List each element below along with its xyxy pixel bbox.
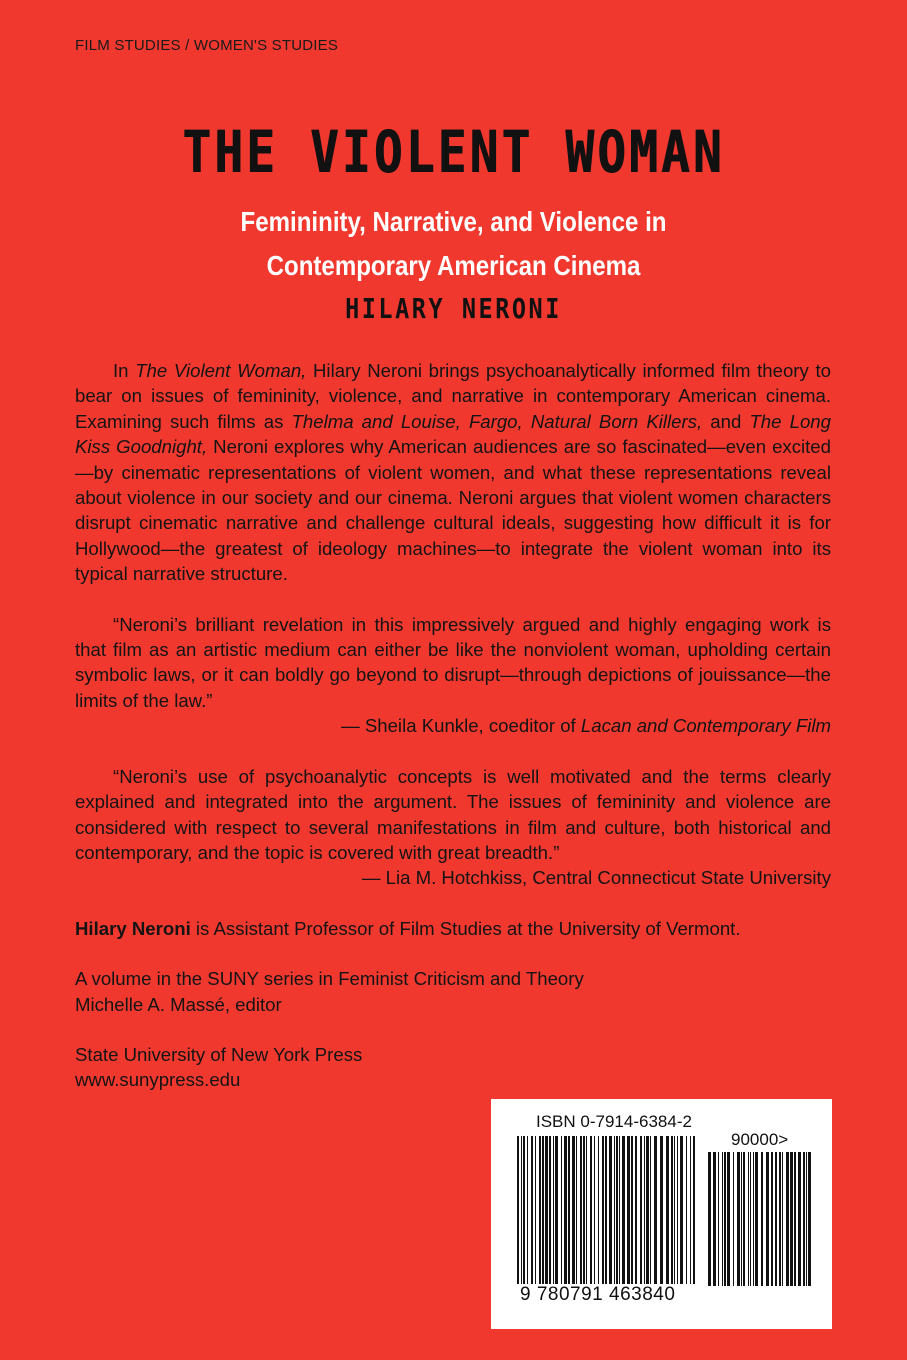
- price-barcode-icon: [708, 1152, 812, 1290]
- ean-digits: 9 780791 463840: [520, 1284, 676, 1305]
- category-label: FILM STUDIES / WOMEN'S STUDIES: [75, 37, 339, 54]
- author-bio-name: Hilary Neroni: [75, 917, 191, 939]
- book-subtitle: [63, 200, 843, 288]
- description-film-ref: The Long Kiss Goodnight,: [75, 410, 831, 458]
- quote-1-attribution: [75, 713, 831, 738]
- subtitle-line-2: Contemporary American Cinema: [266, 250, 641, 281]
- book-author: HILARY NERONI: [345, 292, 562, 325]
- quote-2-attribution: — Lia M. Hotchkiss, Central Connecticut State University: [361, 867, 831, 889]
- back-cover-text: [75, 358, 831, 1093]
- author-bio-text: is Assistant Professor of Film Studies at the University of Vermont.: [190, 917, 741, 939]
- description-films-ref: Thelma and Louise, Fargo, Natural Born Killers,: [291, 410, 703, 432]
- publisher-name: State University of New York Press: [75, 1043, 363, 1065]
- description-text: and: [702, 410, 750, 432]
- description-paragraph: [75, 358, 831, 587]
- isbn-label: ISBN 0-7914-6384-2: [536, 1112, 692, 1131]
- series-info-line-1: A volume in the SUNY series in Feminist Criticism and Theory: [75, 968, 584, 990]
- price-code-label: 90000>: [731, 1130, 789, 1149]
- quote-1-text: “Neroni’s brilliant revelation in this impressively argued and highly engaging work is that film as an artistic medium can either be like the nonviolent woman, upholding certain symbolic laws, or it can boldly go beyond to disrupt—through depictions of jouissance—the limits of the law.”: [75, 613, 831, 711]
- attribution-work: Lacan and Contemporary Film: [580, 715, 831, 737]
- description-title-ref: The Violent Woman,: [135, 360, 307, 381]
- description-text: In: [113, 360, 136, 381]
- publisher-url: www.sunypress.edu: [75, 1069, 241, 1091]
- attribution-text: — Sheila Kunkle, coeditor of: [341, 715, 581, 737]
- description-text: Neroni explores why American audiences are so fascinated—even excited—by cinematic representations of violent women, and what these representations reveal about violence in our society and our cinema. Neroni argues that violent women characters disrupt cinematic narrative and challenge cultural ideals, suggesting how difficult it is for Hollywood—the greatest of ideology machines—to integrate the violent woman into its typical narrative structure.: [75, 436, 831, 585]
- description-text: Hilary Neroni brings psychoanalytically informed film theory to bear on issues of femininity, violence, and narrative in contemporary American cinema. Examining such films as: [75, 360, 831, 432]
- subtitle-line-1: Femininity, Narrative, and Violence in: [240, 206, 667, 237]
- series-info-line-2: Michelle A. Massé, editor: [75, 993, 282, 1015]
- quote-2-text: “Neroni’s use of psychoanalytic concepts is well motivated and the terms clearly explained and integrated into the argument. The issues of femininity and violence are considered with respect to several manifestations in film and culture, both historical and contemporary, and the topic is covered with great breadth.”: [75, 765, 831, 863]
- author-bio: [75, 916, 831, 941]
- book-title: THE VIOLENT WOMAN: [182, 118, 725, 186]
- ean-barcode-icon: [517, 1136, 697, 1290]
